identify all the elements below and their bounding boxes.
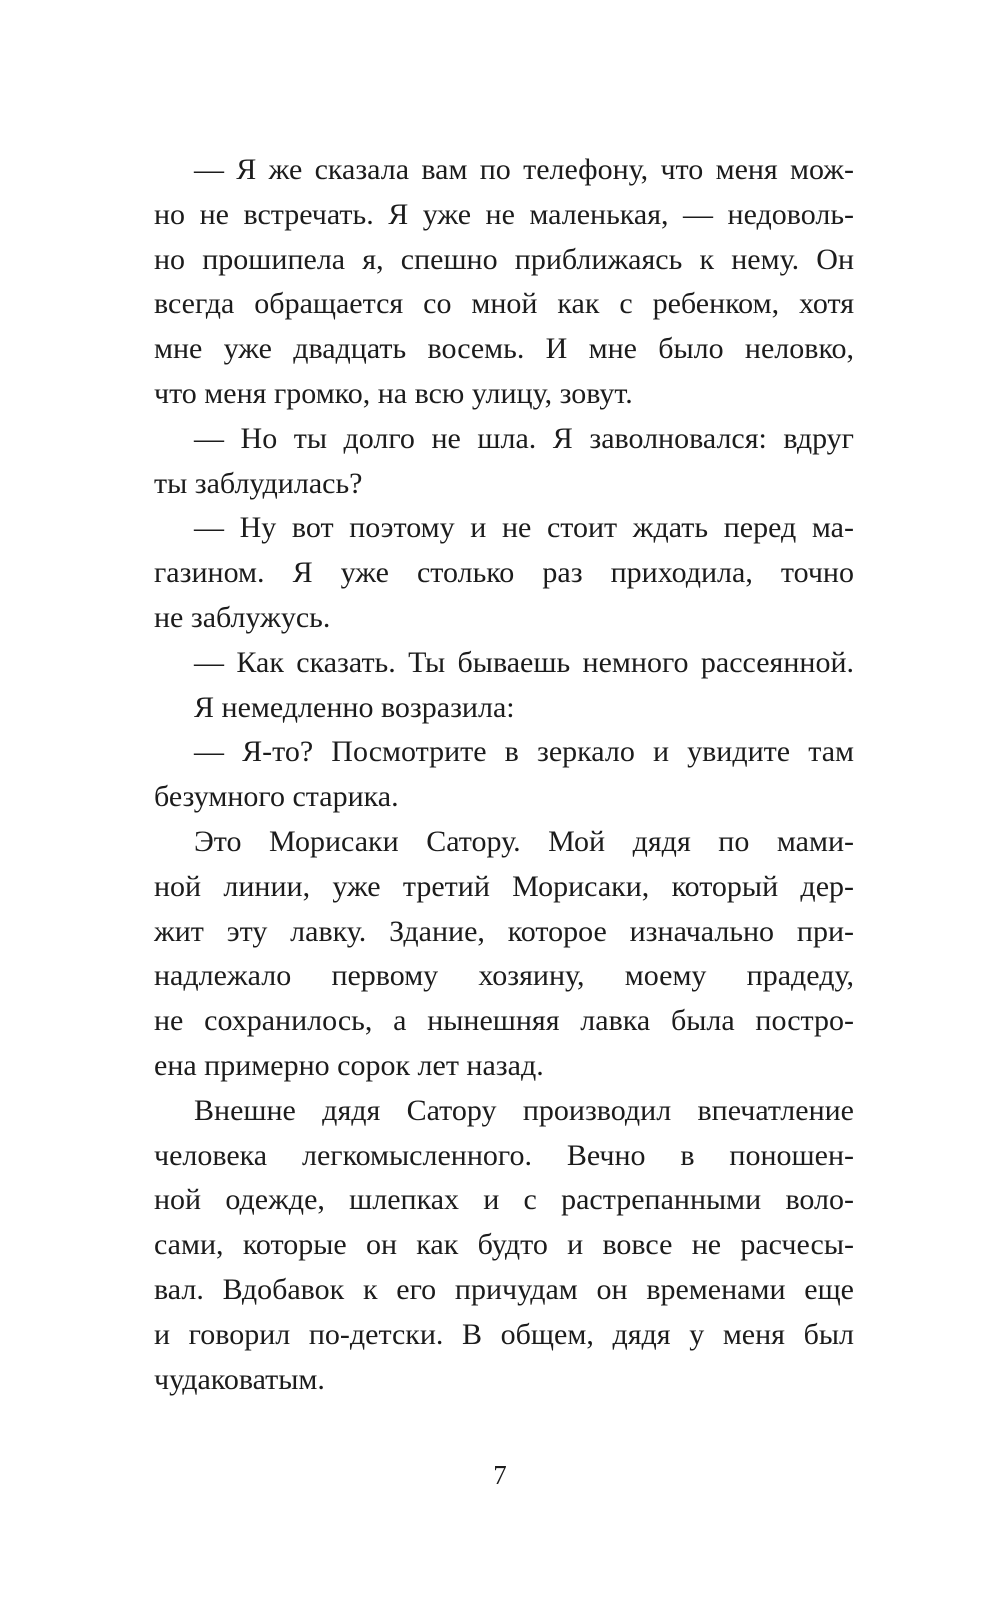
text-line: не заблужусь. [154,600,331,634]
text-line: безумного старика. [154,780,399,814]
text-line: чудаковатым. [154,1362,325,1396]
text-line: что меня громко, на всю улицу, зовут. [154,376,633,410]
text-line: но не встречать. Я уже не маленькая, — недоволь- [154,197,854,231]
text-line: всегда обращается со мной как с ребенком, хотя [154,287,854,321]
text-line: — Ну вот поэтому и не стоит ждать перед ма- [194,511,854,545]
text-line: вал. Вдобавок к его причудам он временами еще [154,1272,854,1306]
text-line: Я немедленно возразила: [194,690,515,724]
text-line: газином. Я уже столько раз приходила, точно [154,556,854,590]
text-line: надлежало первому хозяину, моему прадеду, [154,959,854,993]
page-number: 7 [493,1460,507,1490]
text-line: ной одежде, шлепках и с растрепанными воло- [154,1183,854,1217]
text-line: жит эту лавку. Здание, которое изначально при- [154,914,854,948]
text-line: ной линии, уже третий Морисаки, который дер- [154,869,854,903]
text-line: — Как сказать. Ты бываешь немного рассеянной. [194,645,854,679]
text-line: но прошипела я, спешно приближаясь к нему. Он [154,242,854,276]
text-line: — Но ты долго не шла. Я заволновался: вдруг [194,421,854,455]
text-line: и говорил по-детски. В общем, дядя у меня был [154,1317,854,1351]
text-line: Это Морисаки Сатору. Мой дядя по мами- [194,824,854,858]
text-line: ты заблудилась? [154,466,363,500]
text-line: сами, которые он как будто и вовсе не расчесы- [154,1228,854,1262]
text-line: мне уже двадцать восемь. И мне было неловко, [154,332,854,366]
text-line: — Я же сказала вам по телефону, что меня мож- [194,153,854,186]
body-text [154,148,854,1402]
text-line: Внешне дядя Сатору производил впечатление [194,1093,854,1127]
text-line: человека легкомысленного. Вечно в поношен- [154,1138,854,1172]
text-line: не сохранилось, а нынешняя лавка была постро- [154,1004,854,1038]
text-line: ена примерно сорок лет назад. [154,1048,544,1082]
text-line: — Я-то? Посмотрите в зеркало и увидите там [194,735,854,769]
